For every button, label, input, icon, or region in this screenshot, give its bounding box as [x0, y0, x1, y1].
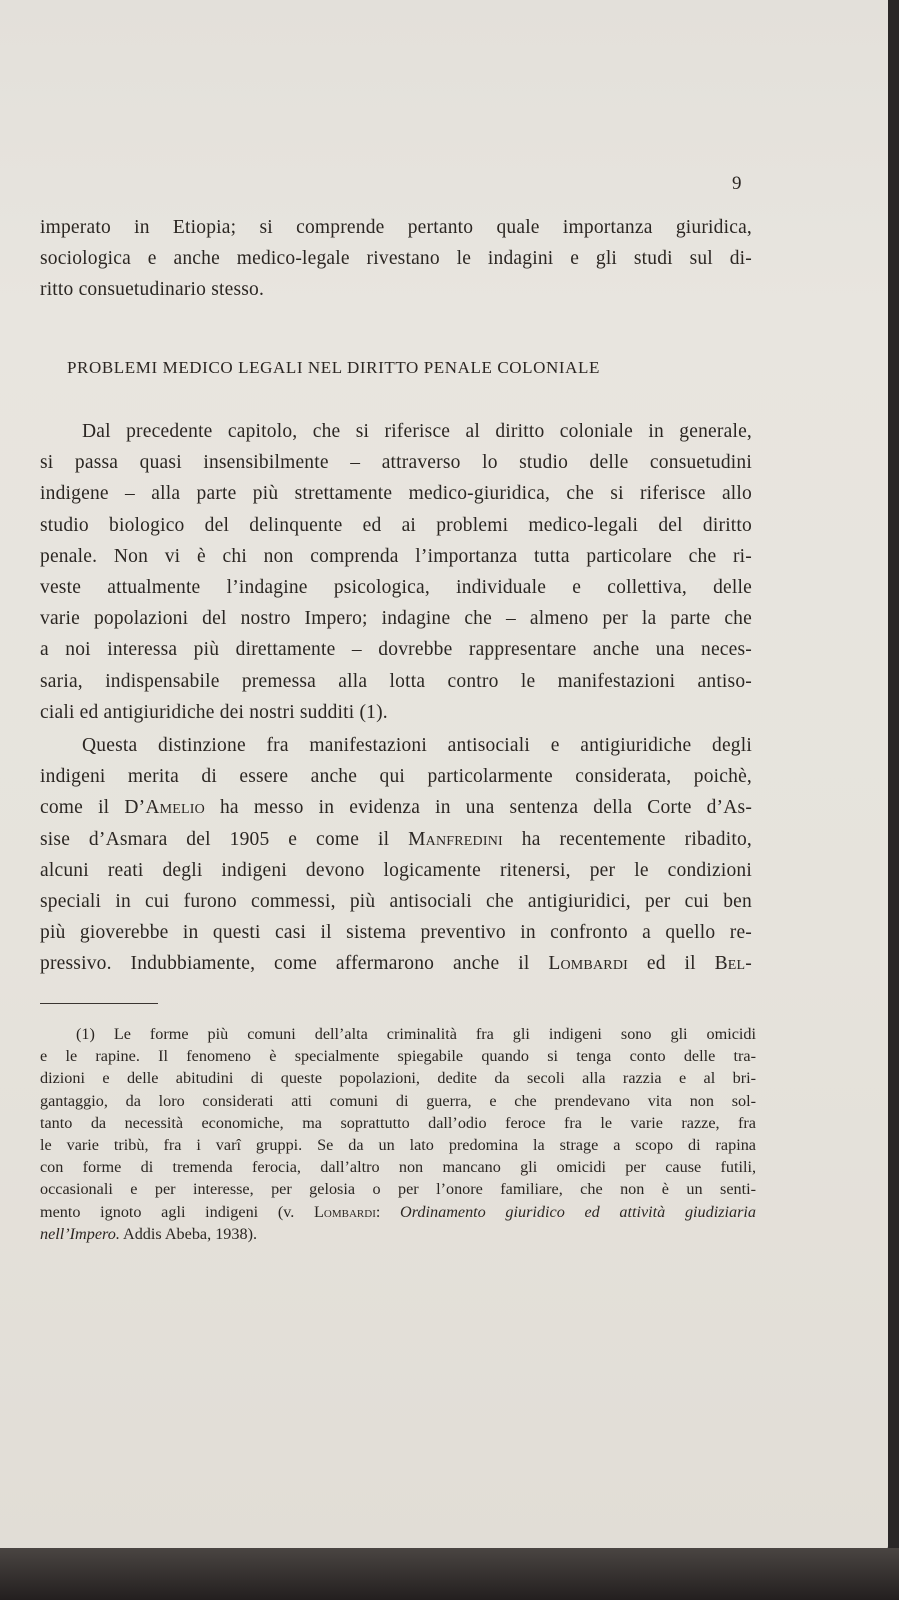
text-line: imperato in Etiopia; si comprende pertanto quale importanza giuridica,	[40, 217, 752, 238]
footnote-line: con forme di tremenda ferocia, dall’altro non mancano gli omicidi per cause futili,	[40, 1158, 756, 1177]
paragraph-2	[40, 730, 752, 980]
footnote-line: le varie tribù, fra i varî gruppi. Se da un lato predomina la strage a scopo di rapina	[40, 1136, 756, 1155]
text-fragment: ha messo in evidenza in una sentenza della Corte d’As-	[204, 797, 752, 819]
text-fragment: mento ignoto agli indigeni (v.	[40, 1202, 315, 1221]
text-line: alcuni reati degli indigeni devono logicamente ritenersi, per le condizioni	[40, 859, 752, 881]
footnote-line: gantaggio, da loro considerati atti comuni di guerra, e che prendevano vita non sol-	[40, 1091, 756, 1110]
text-fragment: Addis Abeba, 1938).	[119, 1224, 258, 1243]
text-line	[40, 792, 752, 823]
text-fragment: pressivo. Indubbiamente, come affermarono anche il	[40, 953, 549, 975]
text-line	[40, 824, 752, 855]
text-fragment: ed il	[628, 953, 715, 975]
author-name-manfredini: Manfredini	[408, 828, 503, 850]
footnote-line: e le rapine. Il fenomeno è specialmente spiegabile quando si tenga conto delle tra-	[40, 1047, 756, 1066]
text-fragment: come il D’	[40, 797, 146, 819]
opening-paragraph	[40, 212, 752, 306]
text-line: a noi interessa più direttamente – dovrebbe rappresentare anche una neces-	[40, 639, 752, 661]
page-number: 9	[732, 173, 742, 194]
text-line: sociologica e anche medico-legale rivestano le indagini e gli studi sul di-	[40, 248, 752, 270]
author-name-amelio: Amelio	[145, 797, 205, 819]
section-heading: PROBLEMI MEDICO LEGALI NEL DIRITTO PENALE COLONIALE	[67, 358, 600, 377]
text-line: studio biologico del delinquente ed ai problemi medico-legali del diritto	[40, 514, 752, 536]
text-line: Questa distinzione fra manifestazioni antisociali e antigiuridiche degli	[82, 735, 752, 756]
footnote-line: tanto da necessità economiche, ma soprattutto dall’odio feroce fra le varie razze, fra	[40, 1113, 756, 1132]
text-line: si passa quasi insensibilmente – attraverso lo studio delle consuetudini	[40, 452, 752, 474]
footnote-line: dizioni e delle abitudini di queste popolazioni, dedite da secoli alla razzia e al bri-	[40, 1069, 756, 1088]
author-name-lombardi: Lombardi	[548, 953, 628, 975]
text-line: Dal precedente capitolo, che si riferisce al diritto coloniale in generale,	[82, 421, 752, 442]
text-line: indigeni merita di essere anche qui particolarmente considerata, poichè,	[40, 766, 752, 788]
text-line: più gioverebbe in questi casi il sistema preventivo in confronto a quello re-	[40, 922, 752, 944]
footnote-line: occasionali e per interesse, per gelosia o per l’onore familiare, che non è un senti-	[40, 1180, 756, 1199]
text-line: penale. Non vi è chi non comprenda l’importanza tutta particolare che ri-	[40, 545, 752, 567]
text-fragment: sise d’Asmara del 1905 e come il	[40, 828, 409, 850]
text-line	[40, 948, 752, 979]
paragraph-1	[40, 416, 752, 728]
author-name-lombardi-citation: Lombardi	[314, 1202, 376, 1221]
footnote-line	[40, 1223, 756, 1245]
footnote-1	[40, 1023, 756, 1245]
footnote-line: (1) Le forme più comuni dell’alta criminalità fra gli indigeni sono gli omicidi	[76, 1025, 756, 1043]
background-surface	[0, 1548, 899, 1600]
text-line: veste attualmente l’indagine psicologica, individuale e collettiva, delle	[40, 577, 752, 599]
author-name-bel: Bel-	[714, 953, 752, 975]
cited-title-end: nell’Impero.	[40, 1224, 120, 1243]
text-line: varie popolazioni del nostro Impero; indagine che – almeno per la parte che	[40, 608, 752, 630]
text-line: ritto consuetudinario stesso.	[40, 279, 265, 301]
text-line: indigene – alla parte più strettamente medico-giuridica, che si riferisce allo	[40, 483, 752, 505]
text-fragment: ha recentemente ribadito,	[502, 828, 752, 850]
footnote-divider	[40, 1003, 158, 1004]
text-line: saria, indispensabile premessa alla lotta contro le manifestazioni antiso-	[40, 670, 752, 692]
text-line: ciali ed antigiuridiche dei nostri sudditi (1).	[40, 701, 388, 723]
text-fragment: :	[375, 1202, 401, 1221]
text-line: speciali in cui furono commessi, più antisociali che antigiuridici, per cui ben	[40, 891, 752, 913]
cited-title: Ordinamento giuridico ed attività giudiziaria	[400, 1202, 756, 1221]
footnote-line	[40, 1201, 756, 1223]
